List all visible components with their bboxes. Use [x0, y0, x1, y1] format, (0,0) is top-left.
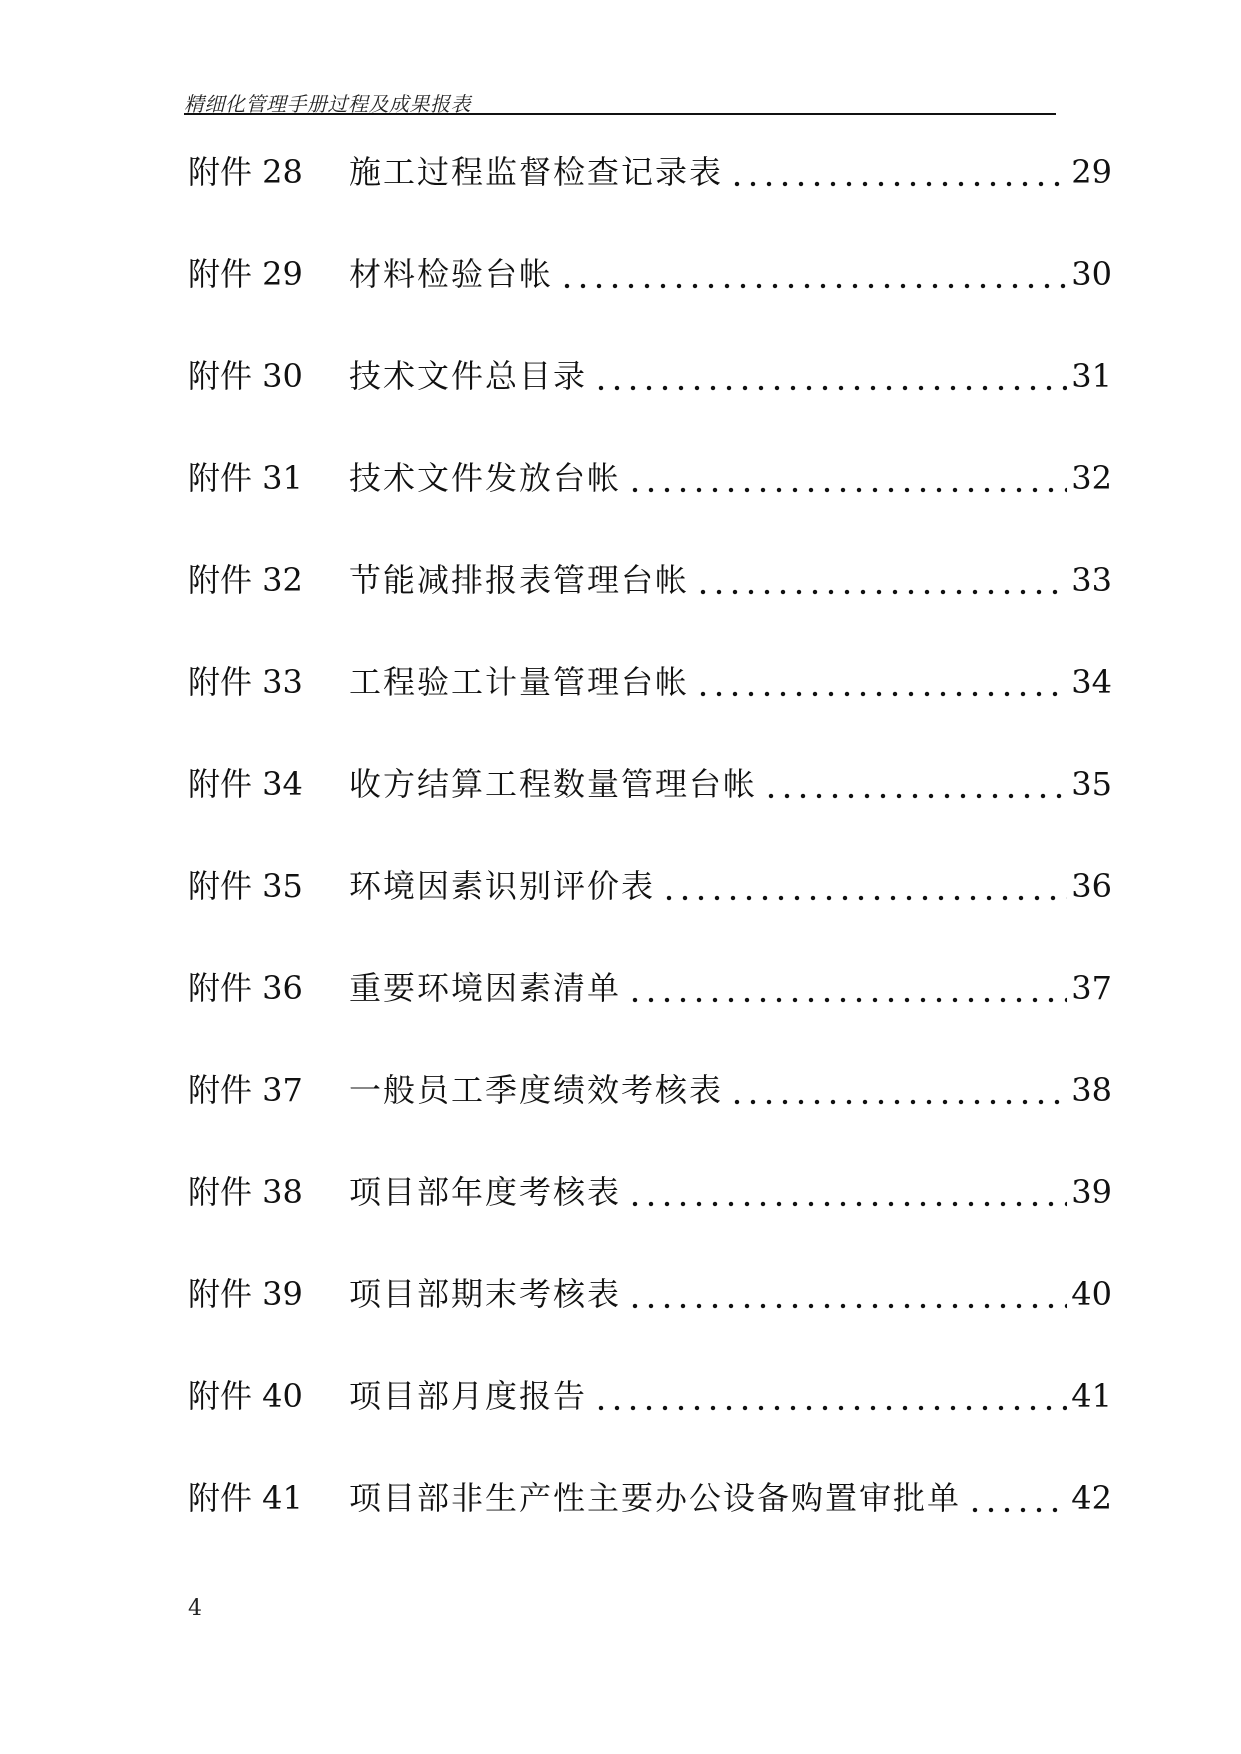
toc-entry-title: 材料检验台帐 — [349, 255, 554, 293]
dot-leader — [729, 1064, 1067, 1116]
toc-entry-page: 31 — [1071, 357, 1112, 395]
toc-entry-label: 附件 33 — [188, 663, 303, 701]
dot-leader — [695, 554, 1067, 606]
toc-entry-title: 节能减排报表管理台帐 — [349, 561, 690, 599]
dot-leader — [967, 1472, 1067, 1524]
toc-entry[interactable] — [188, 146, 1112, 248]
table-of-contents — [188, 146, 1112, 1574]
toc-entry[interactable] — [188, 860, 1112, 962]
toc-entry[interactable] — [188, 1166, 1112, 1268]
dot-leader — [627, 962, 1067, 1014]
toc-entry-page: 37 — [1071, 969, 1112, 1007]
header-title: 精细化管理手册过程及成果报表 — [184, 92, 471, 116]
toc-entry-page: 30 — [1071, 255, 1112, 293]
toc-entry-title: 施工过程监督检查记录表 — [349, 153, 724, 191]
toc-entry-label: 附件 36 — [188, 969, 303, 1007]
dot-leader — [627, 452, 1067, 504]
toc-entry-label: 附件 29 — [188, 255, 303, 293]
toc-entry-label: 附件 41 — [188, 1479, 303, 1517]
dot-leader — [559, 248, 1067, 300]
toc-entry-label: 附件 37 — [188, 1071, 303, 1109]
toc-entry-label: 附件 39 — [188, 1275, 303, 1313]
toc-entry-label: 附件 30 — [188, 357, 303, 395]
toc-entry-page: 35 — [1071, 765, 1112, 803]
dot-leader — [695, 656, 1067, 708]
toc-entry-label: 附件 31 — [188, 459, 303, 497]
toc-entry-title: 重要环境因素清单 — [349, 969, 622, 1007]
toc-entry-title: 环境因素识别评价表 — [349, 867, 656, 905]
toc-entry-label: 附件 32 — [188, 561, 303, 599]
dot-leader — [627, 1268, 1067, 1320]
toc-entry-title: 技术文件发放台帐 — [349, 459, 622, 497]
dot-leader — [661, 860, 1067, 912]
toc-entry-page: 33 — [1071, 561, 1112, 599]
toc-entry-label: 附件 40 — [188, 1377, 303, 1415]
dot-leader — [593, 1370, 1067, 1422]
toc-entry[interactable] — [188, 452, 1112, 554]
toc-entry[interactable] — [188, 1472, 1112, 1574]
toc-entry-page: 40 — [1071, 1275, 1112, 1313]
toc-entry-page: 36 — [1071, 867, 1112, 905]
toc-entry-label: 附件 34 — [188, 765, 303, 803]
toc-entry[interactable] — [188, 1268, 1112, 1370]
dot-leader — [763, 758, 1067, 810]
toc-entry[interactable] — [188, 554, 1112, 656]
toc-entry[interactable] — [188, 350, 1112, 452]
toc-entry-label: 附件 28 — [188, 153, 303, 191]
toc-entry-label: 附件 38 — [188, 1173, 303, 1211]
dot-leader — [729, 146, 1067, 198]
dot-leader — [627, 1166, 1067, 1218]
toc-entry-page: 38 — [1071, 1071, 1112, 1109]
toc-entry-title: 项目部非生产性主要办公设备购置审批单 — [349, 1479, 962, 1517]
toc-entry-title: 项目部年度考核表 — [349, 1173, 622, 1211]
header-divider — [184, 113, 1056, 115]
toc-entry-page: 41 — [1071, 1377, 1112, 1415]
page-header — [184, 84, 1056, 116]
toc-entry[interactable] — [188, 1064, 1112, 1166]
toc-entry-title: 技术文件总目录 — [349, 357, 588, 395]
toc-entry-title: 收方结算工程数量管理台帐 — [349, 765, 758, 803]
toc-entry[interactable] — [188, 758, 1112, 860]
toc-entry-title: 一般员工季度绩效考核表 — [349, 1071, 724, 1109]
toc-entry-page: 34 — [1071, 663, 1112, 701]
toc-entry-title: 项目部月度报告 — [349, 1377, 588, 1415]
dot-leader — [593, 350, 1067, 402]
page-number: 4 — [188, 1596, 202, 1621]
toc-entry[interactable] — [188, 656, 1112, 758]
toc-entry-label: 附件 35 — [188, 867, 303, 905]
toc-entry-page: 42 — [1071, 1479, 1112, 1517]
toc-entry-page: 29 — [1071, 153, 1112, 191]
toc-entry-title: 工程验工计量管理台帐 — [349, 663, 690, 701]
toc-entry[interactable] — [188, 962, 1112, 1064]
toc-entry[interactable] — [188, 248, 1112, 350]
toc-entry-page: 32 — [1071, 459, 1112, 497]
toc-entry-title: 项目部期末考核表 — [349, 1275, 622, 1313]
toc-entry-page: 39 — [1071, 1173, 1112, 1211]
toc-entry[interactable] — [188, 1370, 1112, 1472]
